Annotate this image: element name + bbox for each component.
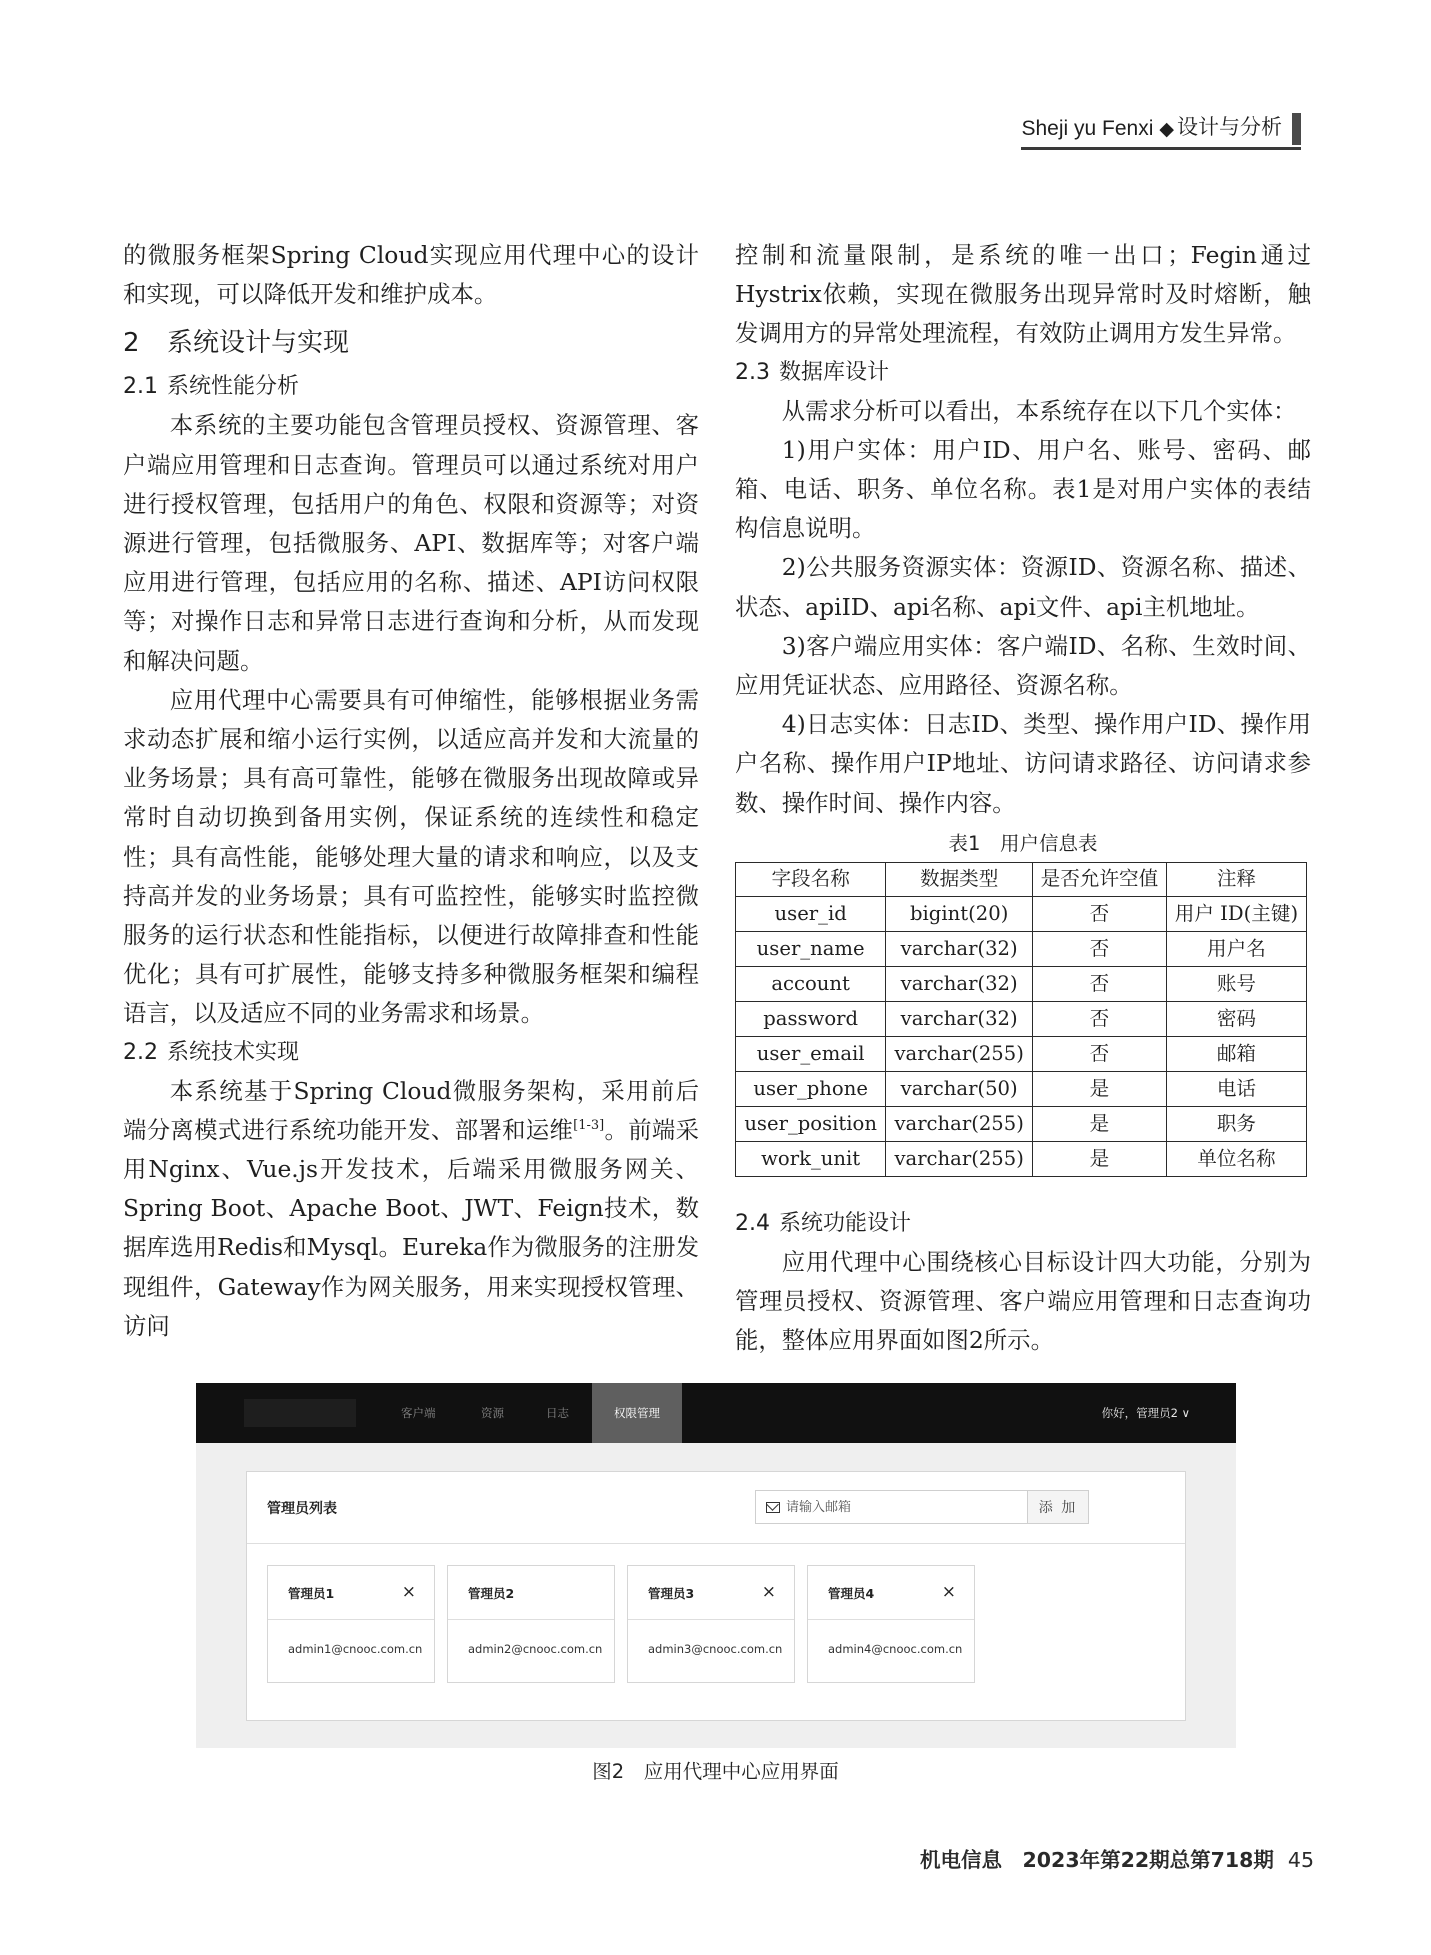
admin-email: admin3@cnooc.com.cn <box>648 1642 783 1656</box>
running-head <box>1021 112 1301 150</box>
admin-card <box>447 1565 615 1683</box>
table-row <box>736 931 1307 966</box>
running-head-section: 设计与分析 <box>1177 115 1282 139</box>
table-cell: user_phone <box>736 1071 886 1106</box>
section-number: 2 <box>123 328 140 359</box>
figure-app-screenshot <box>196 1383 1236 1748</box>
table-cell: varchar(32) <box>886 931 1033 966</box>
app-navbar <box>196 1383 1236 1443</box>
paragraph: 3)客户端应用实体：客户端ID、名称、生效时间、应用凭证状态、应用路径、资源名称。 <box>735 631 1311 700</box>
table-cell: 否 <box>1033 1036 1167 1071</box>
paragraph-text: 本系统基于Spring Cloud微服务架构，采用前后端分离模式进行系统功能开发、部署和运维 <box>123 1076 699 1144</box>
paragraph: 本系统的主要功能包含管理员授权、资源管理、客户端应用管理和日志查询。管理员可以通过系统对用户进行授权管理，包括用户的角色、权限和资源等；对资源进行管理，包括微服务、API、数据库等；对客户端应用进行管理，包括应用的名称、描述、API访问权限等；对操作日志和异常日志进行查询和分析，从而发现和解决问题。 <box>123 411 699 675</box>
diamond-icon: ◆ <box>1159 118 1174 140</box>
paragraph: 的微服务框架Spring Cloud实现应用代理中心的设计和实现，可以降低开发和维护成本。 <box>123 241 699 309</box>
citation-ref[interactable]: [1-3] <box>573 1118 605 1134</box>
envelope-icon <box>766 1502 780 1513</box>
table-row <box>736 1071 1307 1106</box>
figure-caption: 图2 应用代理中心应用界面 <box>592 1760 839 1783</box>
admin-name: 管理员4 <box>828 1586 875 1601</box>
table-cell: 密码 <box>1166 1001 1306 1036</box>
paragraph: 从需求分析可以看出，本系统存在以下几个实体： <box>781 396 1297 425</box>
paragraph <box>123 1072 699 1346</box>
table-cell: 否 <box>1033 966 1167 1001</box>
email-input[interactable] <box>786 1500 1016 1515</box>
table-cell: user_id <box>736 896 886 931</box>
close-icon[interactable]: × <box>401 1582 416 1602</box>
table-cell: varchar(255) <box>886 1036 1033 1071</box>
table-cell: bigint(20) <box>886 896 1033 931</box>
right-column <box>735 236 1311 1360</box>
section-number: 2.2 <box>123 1039 158 1065</box>
table-cell: user_email <box>736 1036 886 1071</box>
table-cell: 是 <box>1033 1141 1167 1176</box>
table-row <box>736 966 1307 1001</box>
user-info-table <box>735 862 1307 1177</box>
section-heading-2 <box>123 323 699 363</box>
table-cell: varchar(255) <box>886 1106 1033 1141</box>
admin-card <box>807 1565 975 1683</box>
table-cell: password <box>736 1001 886 1036</box>
divider <box>247 1543 1185 1544</box>
paragraph: 4)日志实体：日志ID、类型、操作用户ID、操作用户名称、操作用户IP地址、访问请求路径、访问请求参数、操作时间、操作内容。 <box>735 710 1311 817</box>
running-head-bar <box>1292 113 1301 145</box>
table-cell: user_position <box>736 1106 886 1141</box>
table-cell: varchar(255) <box>886 1141 1033 1176</box>
card-header <box>268 1566 434 1620</box>
table-cell: 职务 <box>1166 1106 1306 1141</box>
section-title: 系统性能分析 <box>167 374 300 400</box>
admin-email: admin2@cnooc.com.cn <box>468 1642 603 1656</box>
close-icon[interactable]: × <box>941 1582 956 1602</box>
table-cell: 用户名 <box>1166 931 1306 966</box>
admin-email: admin1@cnooc.com.cn <box>288 1642 423 1656</box>
admin-name: 管理员3 <box>648 1586 695 1601</box>
column-header: 是否允许空值 <box>1033 862 1167 896</box>
table-cell: 是 <box>1033 1106 1167 1141</box>
table-cell: varchar(32) <box>886 966 1033 1001</box>
admin-card <box>267 1565 435 1683</box>
table-row <box>736 1141 1307 1176</box>
table-row <box>736 1106 1307 1141</box>
table-cell: 邮箱 <box>1166 1036 1306 1071</box>
nav-item-permissions[interactable]: 权限管理 <box>592 1383 682 1443</box>
page-number: 45 <box>1287 1848 1314 1872</box>
app-logo <box>244 1399 356 1427</box>
section-heading-2-4 <box>735 1205 1311 1243</box>
running-head-pinyin: Sheji yu Fenxi <box>1021 117 1154 140</box>
nav-item-resources[interactable]: 资源 <box>481 1406 504 1420</box>
table-row <box>736 1001 1307 1036</box>
table-cell: 否 <box>1033 931 1167 966</box>
table-caption: 表1 用户信息表 <box>948 831 1098 855</box>
table-row <box>736 1036 1307 1071</box>
table-cell: varchar(32) <box>886 1001 1033 1036</box>
table-cell: 电话 <box>1166 1071 1306 1106</box>
paragraph: 应用代理中心围绕核心目标设计四大功能，分别为管理员授权、资源管理、客户端应用管理和日志查询功能，整体应用界面如图2所示。 <box>735 1247 1311 1355</box>
table-cell: varchar(50) <box>886 1071 1033 1106</box>
add-button[interactable]: 添 加 <box>1027 1490 1089 1524</box>
table-header-row <box>736 862 1307 896</box>
card-header <box>628 1566 794 1620</box>
table-cell: 否 <box>1033 1001 1167 1036</box>
section-number: 2.3 <box>735 359 770 385</box>
card-header <box>448 1566 614 1620</box>
section-number: 2.1 <box>123 374 158 400</box>
paragraph: 应用代理中心需要具有可伸缩性，能够根据业务需求动态扩展和缩小运行实例，以适应高并发和大流量的业务场景；具有高可靠性，能够在微服务出现故障或异常时自动切换到备用实例，保证系统的连续性和稳定性；具有高性能，能够处理大量的请求和响应，以及支持高并发的业务场景；具有可监控性，能够实时监控微服务的运行状态和性能指标，以便进行故障排查和性能优化；具有可扩展性，能够支持多种微服务框架和编程语言，以及适应不同的业务需求和场景。 <box>123 685 699 1028</box>
email-input-group <box>755 1490 1027 1524</box>
column-header: 数据类型 <box>886 862 1033 896</box>
table-cell: 否 <box>1033 896 1167 931</box>
section-title: 系统设计与实现 <box>167 328 350 359</box>
section-heading-2-2 <box>123 1034 699 1072</box>
admin-name: 管理员1 <box>288 1586 335 1601</box>
page-footer <box>920 1843 1314 1873</box>
paragraph: 2)公共服务资源实体：资源ID、资源名称、描述、状态、apiID、api名称、api文件、api主机地址。 <box>735 553 1311 621</box>
section-number: 2.4 <box>735 1210 770 1236</box>
section-title: 系统功能设计 <box>779 1210 912 1236</box>
admin-list-panel <box>246 1471 1186 1721</box>
column-header: 注释 <box>1166 862 1306 896</box>
section-title: 系统技术实现 <box>167 1039 300 1065</box>
left-column <box>123 236 699 1346</box>
card-header <box>808 1566 974 1620</box>
user-menu[interactable]: 你好，管理员2 ∨ <box>1101 1406 1190 1420</box>
paragraph-text: 。前端采用Nginx、Vue.js开发技术，后端采用微服务网关、Spring Boot、Apache Boot、JWT、Feign技术，数据库选用Redis和Mysql。Eureka作为微服务的注册发现组件，Gateway作为网关服务，用来实现授权管理、访问 <box>123 1115 700 1340</box>
table-cell: account <box>736 966 886 1001</box>
admin-email: admin4@cnooc.com.cn <box>828 1642 963 1656</box>
admin-name: 管理员2 <box>468 1586 515 1601</box>
table-cell: 是 <box>1033 1071 1167 1106</box>
section-heading-2-3 <box>735 354 1311 392</box>
table-cell: work_unit <box>736 1141 886 1176</box>
table-cell: user_name <box>736 931 886 966</box>
nav-item-logs[interactable]: 日志 <box>546 1406 569 1420</box>
paragraph: 1)用户实体：用户ID、用户名、账号、密码、邮箱、电话、职务、单位名称。表1是对用户实体的表结构信息说明。 <box>735 435 1311 543</box>
column-header: 字段名称 <box>736 862 886 896</box>
table-cell: 单位名称 <box>1166 1141 1306 1176</box>
table-cell: 账号 <box>1166 966 1306 1001</box>
section-heading-2-1 <box>123 368 699 406</box>
section-title: 数据库设计 <box>779 359 890 385</box>
nav-item-client[interactable]: 客户端 <box>401 1406 436 1420</box>
journal-info: 机电信息 2023年第22期总第718期 <box>920 1848 1274 1872</box>
close-icon[interactable]: × <box>761 1582 776 1602</box>
table-row <box>736 896 1307 931</box>
panel-title: 管理员列表 <box>267 1501 337 1517</box>
paragraph: 控制和流量限制，是系统的唯一出口；Fegin通过Hystrix依赖，实现在微服务出现异常时及时熔断，触发调用方的异常处理流程，有效防止调用方发生异常。 <box>735 241 1311 348</box>
admin-card <box>627 1565 795 1683</box>
table-cell: 用户 ID(主键) <box>1166 896 1306 931</box>
